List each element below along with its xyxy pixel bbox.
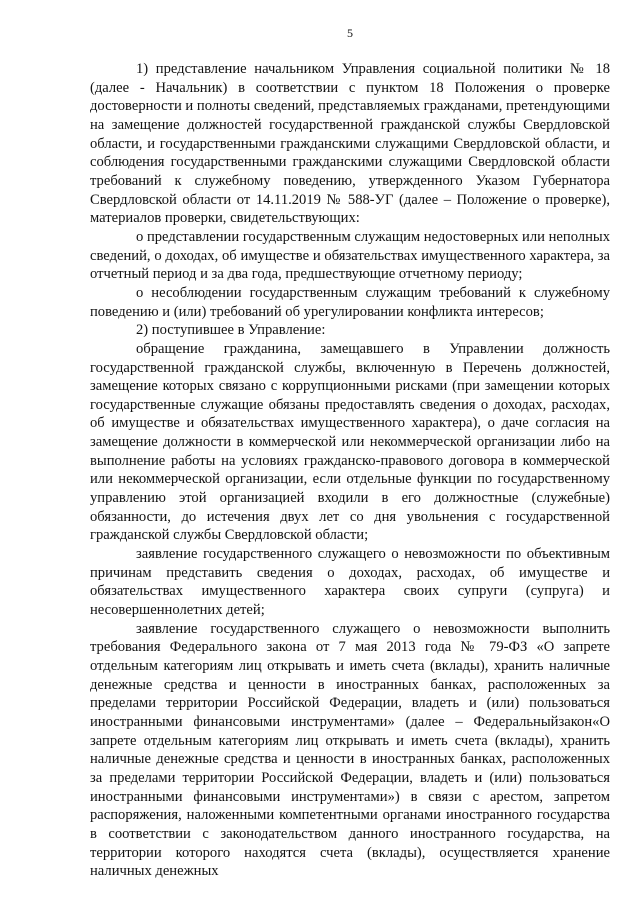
paragraph-family-income-statement: заявление государственного служащего о невозможности по объективным причинам представить сведения о доходах, расходах, об имуществе и обязательствах имущественного характера своих супруги (супруга) и несовершеннолетних детей;: [90, 546, 610, 619]
paragraph-conduct-violation: о несоблюдении государственным служащим требований к служебному поведению и (или) требований об урегулировании конфликта интересов;: [90, 284, 610, 320]
paragraph-citizen-request: обращение гражданина, замещавшего в Управлении должность государственной гражданской службы, включенную в Перечень должностей, замещение которых связано с коррупционными рисками (при замещении которых государственные служащие обязаны предоставлять сведения о доходах, расходах, об имуществе и обязательствах имущественного характера), о даче согласия на замещение должности в коммерческой или некоммерческой организации либо на выполнение работы на условиях гражданско-правового договора в коммерческой или некоммерческой организации, если отдельные функции по государственному управлению этой организацией входили в его должностные (служебные) обязанности, до истечения двух лет со дня увольнения с государственной гражданской службы Свердловской области;: [90, 340, 610, 544]
paragraph-item-1-intro: 1) представление начальником Управления социальной политики № 18 (далее - Начальник) в соответствии с пунктом 18 Положения о проверке достоверности и полноты сведений, представляемых гражданами, претендующими на замещение должностей государственной гражданской службы Свердловской области, и государственными гражданскими служащими Свердловской области, и соблюдения государственными гражданскими служащими Свердловской области требований к служебному поведению, утвержденного Указом Губернатора Свердловской области от 14.11.2019 № 588-УГ (далее – Положение о проверке), материалов проверки, свидетельствующих:: [90, 61, 610, 227]
paragraph-foreign-accounts-statement: заявление государственного служащего о невозможности выполнить требования Федерального закона от 7 мая 2013 года № 79-ФЗ «О запрете отдельным категориям лиц открывать и иметь счета (вклады), хранить наличные денежные средства и ценности в иностранных банках, расположенных за пределами территории Российской Федерации, владеть и (или) пользоваться иностранными финансовыми инструментами» (далее – Федеральныйзакон«О запрете отдельным категориям лиц открывать и иметь счета (вклады), хранить наличные денежные средства и ценности в иностранных банках, расположенных за пределами территории Российской Федерации, владеть и (или) пользоваться иностранными финансовыми инструментами») в связи с арестом, запретом распоряжения, наложенными компетентными органами иностранного государства в соответствии с законодательством данного иностранного государства, на территории которого находятся счета (вклады), осуществляется хранение наличных денежных: [90, 620, 610, 880]
document-page: [90, 26, 610, 881]
paragraph-item-2-intro: 2) поступившее в Управление:: [136, 322, 326, 339]
paragraph-false-information: о представлении государственным служащим недостоверных или неполных сведений, о доходах, об имуществе и обязательствах имущественного характера, за отчетный период и за два года, предшествующие отчетному периоду;: [90, 228, 610, 283]
page-number: 5: [347, 26, 353, 40]
